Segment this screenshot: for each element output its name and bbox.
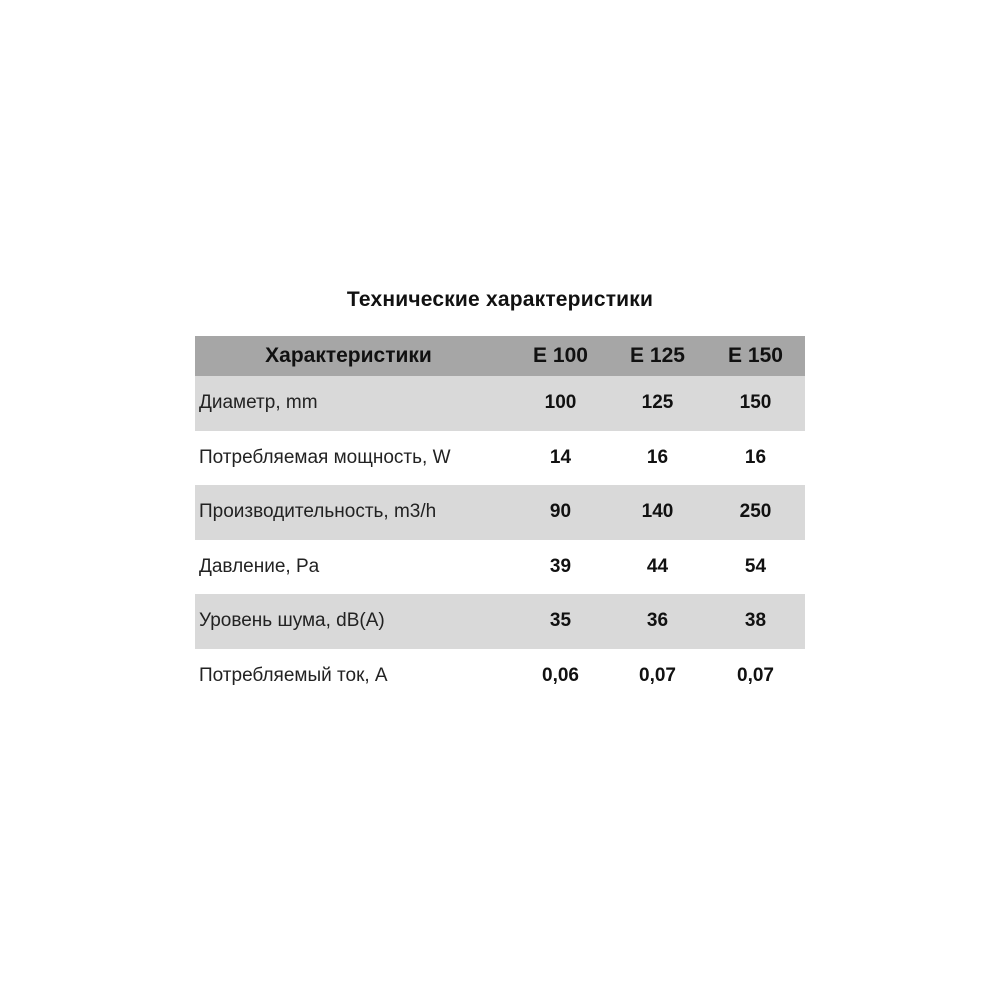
row-value: 35 — [549, 610, 572, 632]
row-value: 0,07 — [639, 664, 676, 686]
row-label: Уровень шума, dB(A) — [199, 610, 385, 632]
row-value: 150 — [739, 392, 772, 414]
row-value: 44 — [646, 555, 669, 577]
row-value: 36 — [646, 610, 669, 632]
header-model-e100: E 100 — [533, 344, 588, 367]
table-row — [195, 485, 805, 540]
row-value: 0,07 — [737, 664, 774, 686]
spec-table — [195, 336, 805, 703]
row-value: 16 — [646, 446, 669, 468]
row-value: 39 — [549, 555, 572, 577]
table-row — [195, 594, 805, 649]
table-header-row — [195, 336, 805, 376]
table-row — [195, 649, 805, 704]
row-value: 38 — [744, 610, 767, 632]
row-label: Производительность, m3/h — [199, 501, 437, 523]
row-value: 14 — [549, 446, 572, 468]
table-row — [195, 540, 805, 595]
page-title: Технические характеристики — [346, 288, 654, 311]
row-value: 90 — [549, 501, 572, 523]
row-label: Диаметр, mm — [199, 392, 318, 414]
row-label: Потребляемый ток, А — [199, 664, 388, 686]
row-value: 54 — [744, 555, 767, 577]
table-row — [195, 376, 805, 431]
header-label: Характеристики — [265, 344, 432, 367]
row-value: 16 — [744, 446, 767, 468]
row-label: Потребляемая мощность, W — [199, 446, 451, 468]
table-row — [195, 431, 805, 486]
row-label: Давление, Pa — [199, 555, 320, 577]
header-model-e150: E 150 — [728, 344, 783, 367]
row-value: 250 — [739, 501, 772, 523]
header-model-e125: E 125 — [630, 344, 685, 367]
row-value: 0,06 — [542, 664, 579, 686]
row-value: 100 — [544, 392, 577, 414]
row-value: 140 — [641, 501, 674, 523]
row-value: 125 — [641, 392, 674, 414]
